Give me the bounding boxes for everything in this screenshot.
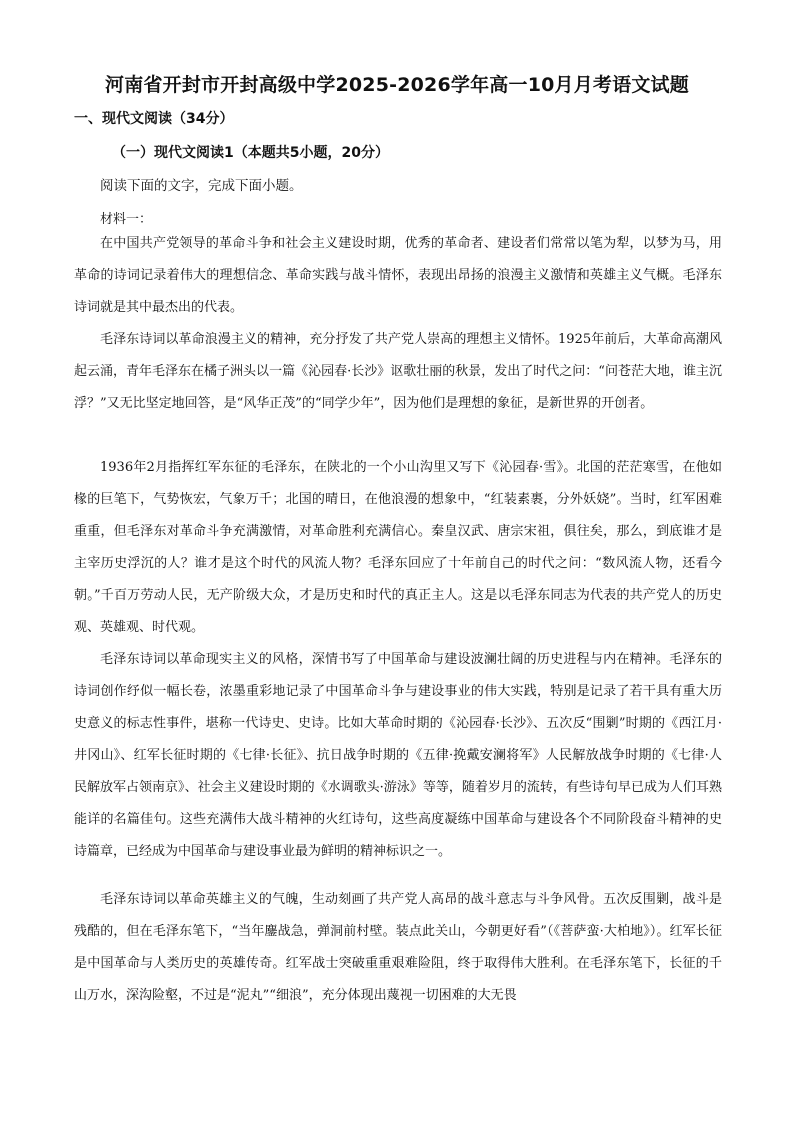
subsection-heading: （一）现代文阅读1（本题共5小题，20分） xyxy=(112,145,389,161)
paragraph-1: 在中国共产党领导的革命斗争和社会主义建设时期，优秀的革命者、建设者们常常以笔为犁，以梦为马，用革命的诗词记录着伟大的理想信念、革命实践与战斗情怀，表现出昂扬的浪漫主义激情和英雄主义气概。毛泽东诗词就是其中最杰出的代表。 xyxy=(74,236,722,315)
paragraph-3: 1936年2月指挥红军东征的毛泽东，在陕北的一个小山沟里又写下《沁园春·雪》。北国的茫茫寒雪，在他如椽的巨笔下，气势恢宏，气象万千；北国的晴日，在他浪漫的想象中，“红装素裹，分外妖娆”。当时，红军困难重重，但毛泽东对革命斗争充满激情，对革命胜利充满信心。秦皇汉武、唐宗宋祖，俱往矣，那么，到底谁才是主宰历史浮沉的人？谁才是这个时代的风流人物？毛泽东回应了十年前自己的时代之问：“数风流人物，还看今朝。”千百万劳动人民，无产阶级大众，才是历史和时代的真正主人。这是以毛泽东同志为代表的共产党人的历史观、英雄观、时代观。 xyxy=(74,460,722,635)
section-heading: 一、现代文阅读（34分） xyxy=(74,111,234,127)
material-label: 材料一： xyxy=(100,212,153,227)
paragraph-5: 毛泽东诗词以革命英雄主义的气魄，生动刻画了共产党人高昂的战斗意志与斗争风骨。五次反围剿，战斗是残酷的，但在毛泽东笔下，“当年鏖战急，弹洞前村壁。装点此关山，今朝更好看”（《菩萨蛮·大柏地》）。红军长征是中国革命与人类历史的英雄传奇。红军战士突破重重艰难险阻，终于取得伟大胜利。在毛泽东笔下，长征的千山万水，深沟险壑，不过是“泥丸”“细浪”，充分体现出蔑视一切困难的大无畏 xyxy=(74,892,722,1003)
reading-instruction: 阅读下面的文字，完成下面小题。 xyxy=(100,178,303,194)
paragraph-4: 毛泽东诗词以革命现实主义的风格，深情书写了中国革命与建设波澜壮阔的历史进程与内在精神。毛泽东的诗词创作纾似一幅长卷，浓墨重彩地记录了中国革命斗争与建设事业的伟大实践，特别是记录了若干具有重大历史意义的标志性事件，堪称一代诗史、史诗。比如大革命时期的《沁园春·长沙》、五次反“围剿”时期的《西江月·井冈山》、红军长征时期的《七律·长征》、抗日战争时期的《五律·挽戴安澜将军》人民解放战争时期的《七律·人民解放军占领南京》、社会主义建设时期的《水调歌头·游泳》等等，随着岁月的流转，有些诗句早已成为人们耳熟能详的名篇佳句。这些充满伟大战斗精神的火红诗句，这些高度凝练中国革命与建设各个不同阶段奋斗精神的史诗篇章，已经成为中国革命与建设事业最为鲜明的精神标识之一。 xyxy=(74,652,722,859)
paragraph-2: 毛泽东诗词以革命浪漫主义的精神，充分抒发了共产党人崇高的理想主义情怀。1925年前后，大革命高潮风起云涌，青年毛泽东在橘子洲头以一篇《沁园春·长沙》讴歌壮丽的秋景，发出了时代之问：“问苍茫大地，谁主沉浮？”又无比坚定地回答，是“风华正茂”的“同学少年”，因为他们是理想的象征，是新世界的开创者。 xyxy=(74,332,722,411)
document-title: 河南省开封市开封高级中学2025-2026学年高一10月月考语文试题 xyxy=(105,74,689,96)
